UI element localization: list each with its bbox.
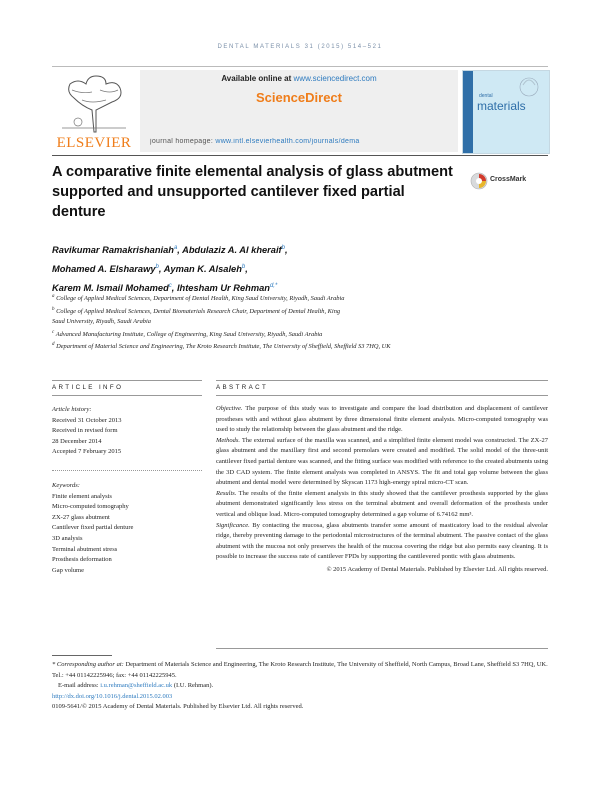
- corresponding-author: [52, 660, 552, 681]
- article-history: [52, 405, 202, 458]
- history-item: Accepted 7 February 2015: [52, 448, 122, 456]
- history-item: Received 31 October 2013: [52, 416, 122, 424]
- affiliation: [52, 305, 342, 328]
- affiliation: [52, 292, 552, 305]
- history-item: 28 December 2014: [52, 437, 102, 445]
- doi-link[interactable]: http://dx.doi.org/10.1016/j.dental.2015.02.003: [52, 692, 173, 700]
- crossmark-badge[interactable]: [470, 172, 550, 192]
- author-name: Ravikumar Ramakrishaniah: [52, 245, 174, 256]
- author-line: Karem M. Ismail Mohamed$^c$, Ihtesham Ur Rehman$^{d,*}$: [52, 283, 278, 294]
- abstract-rule: [216, 380, 548, 381]
- header-bottom-rule: [52, 155, 548, 156]
- keyword: Finite element analysis: [52, 492, 112, 500]
- abstract-label: Significance.: [216, 521, 250, 529]
- crossmark-label: CrossMark: [490, 176, 527, 183]
- available-online: [140, 74, 458, 83]
- abstract-text: The purpose of this study was to investigate and compare the load distribution and displacement of cantilever prostheses with and without glass abutment by three dimensional finite element analysis. Micro-computed tomography was used to study the relationship between the glass abutment and the ridge.: [216, 405, 548, 434]
- article-info-heading: ARTICLE INFO: [52, 384, 124, 391]
- abstract-rule-bottom: [216, 395, 548, 396]
- author-sup[interactable]: d,*: [269, 283, 278, 290]
- abstract-heading: ABSTRACT: [216, 384, 269, 391]
- abstract-text: By contacting the mucosa, glass abutments transfer some amount of masticatory load to the residual alveolar ridge, thereby preventing damage to the periodontal microstructures of the terminal abutment. The passive contact of the glass abutment with the mucosa not only preserves the health of the mucosa covering the ridge but also permits easy cleaning. It is possible to increase the success rate of cantilever FPDs by supporting the cantilevered pontic with glass abutments.: [216, 521, 549, 561]
- affiliation: [52, 340, 432, 353]
- keyword: Prosthesis deformation: [52, 556, 112, 564]
- author-line: Ravikumar Ramakrishaniah$^a$, Abdulaziz A. Al kheraif$^b$,: [52, 245, 288, 256]
- abstract-text: The external surface of the maxilla was scanned, and a simplified finite element model was constructed. The ZX-27 glass abutment and the maxillary first and second premolars were created and modified. The solid model of the three-unit cantilever fixed partial denture was scanned, and the fitting surface was modified with reference to the created abutments using the 3D CAD system. The finite element analysis was completed in ANSYS. The fit and total gap volume between the glass abutment and dental model were determined by Skyscan 1173 high-energy spiral micro-CT scan.: [216, 436, 548, 487]
- affiliation-text: Advanced Manufacturing Institute, College of Engineering, King Saud University, Riyadh, Saudi Arabia: [55, 330, 323, 338]
- author-sup[interactable]: a: [173, 245, 178, 251]
- crossmark-icon: [470, 172, 488, 190]
- affiliation-sup: b: [52, 306, 55, 312]
- history-item: Received in revised form: [52, 427, 118, 435]
- email-link[interactable]: i.u.rehman@sheffield.ac.uk: [100, 682, 173, 690]
- abstract-label: Results.: [216, 489, 237, 497]
- keyword: Cantilever fixed partial denture: [52, 524, 134, 532]
- affiliation-sup: d: [52, 342, 55, 348]
- author-line: Mohamed A. Elsharawy$^b$, Ayman K. Alsaleh$^b$,: [52, 264, 248, 275]
- keyword: Terminal abutment stress: [52, 545, 118, 553]
- email-suffix: (I.U. Rehman).: [173, 682, 214, 690]
- history-label: Article history:: [52, 406, 92, 413]
- abstract-text: The results of the finite element analysis in this study showed that the cantilever prosthesis supported by the glass abutment demonstrated significantly less stress on the terminal abutment and overall deformation of the prosthesis under vertical and oblique load. Micro-computed tomography determined a gap volume of 6.74162 mm³.: [216, 489, 548, 518]
- affiliations: [52, 292, 552, 353]
- sciencedirect-logo: ScienceDirect: [256, 90, 342, 105]
- abstract-paragraph: [216, 489, 548, 521]
- keyword: Micro-computed tomography: [52, 503, 129, 511]
- corresponding-text: Department of Materials Science and Engineering, The Kroto Research Institute, The University of Sheffield, North Campus, Broad Lane, Sheffield S3 7HQ, UK. Tel.: +44 01142225946; fax: +44 01142225945.: [52, 661, 548, 679]
- abstract-copyright: © 2015 Academy of Dental Materials. Published by Elsevier Ltd. All rights reserved.: [326, 565, 548, 573]
- affiliation-text: College of Applied Medical Sciences, Dental Biomaterials Research Chair, Department of Dental Health, King Saud University, Riyadh, Saudi Arabia: [52, 307, 341, 326]
- cover-title: materials: [477, 99, 526, 113]
- author-name: Ihtesham Ur Rehman: [176, 283, 270, 294]
- sciencedirect-link[interactable]: www.sciencedirect.com: [293, 74, 377, 83]
- abstract-paragraph: [216, 404, 548, 436]
- author-name: Ayman K. Alsaleh: [163, 264, 242, 275]
- homepage-label: journal homepage:: [150, 138, 214, 145]
- abstract-label: Objective.: [216, 405, 243, 412]
- author-name: Karem M. Ismail Mohamed: [52, 283, 169, 294]
- affiliation: [52, 328, 552, 341]
- author-sup[interactable]: b: [241, 264, 246, 271]
- keywords: [52, 481, 202, 576]
- author-name: Mohamed A. Elsharawy: [52, 264, 156, 275]
- abstract-end-rule: [216, 648, 548, 649]
- keyword: ZX-27 glass abutment: [52, 513, 110, 521]
- article-info-rule-bottom: [52, 395, 202, 396]
- author-sup[interactable]: b: [155, 264, 159, 271]
- email-line: [52, 681, 552, 692]
- author-name: Abdulaziz A. Al kheraif: [182, 245, 282, 256]
- corresponding-label: * Corresponding author at:: [52, 661, 124, 668]
- footnote-rule: [52, 655, 112, 656]
- footnotes: [52, 660, 552, 713]
- homepage-link[interactable]: www.intl.elsevierhealth.com/journals/dema: [215, 138, 360, 145]
- affiliation-sup: c: [52, 329, 55, 335]
- journal-cover: [462, 70, 550, 154]
- article-info-rule: [52, 380, 202, 381]
- author-sup[interactable]: b: [281, 245, 285, 251]
- journal-reference: DENTAL MATERIALS 31 (2015) 514–521: [217, 44, 383, 50]
- publisher-wordmark: ELSEVIER: [56, 135, 132, 151]
- keyword: 3D analysis: [52, 534, 83, 542]
- author-sup[interactable]: c: [168, 283, 172, 290]
- abstract-body: [216, 404, 548, 576]
- author-list: [52, 240, 552, 297]
- abstract-paragraph: [216, 436, 548, 489]
- affiliation-sup: a: [52, 294, 55, 299]
- issn-line: 0109-5641/© 2015 Academy of Dental Materials. Published by Elsevier Ltd. All rights reserved.: [52, 703, 304, 711]
- article-title: A comparative finite elemental analysis of glass abutment supported and unsupported cantilever fixed partial denture: [52, 164, 453, 220]
- keyword: Gap volume: [52, 566, 84, 574]
- affiliation-text: College of Applied Medical Sciences, Department of Dental Health, King Saud University, Riyadh, Saudi Arabia: [56, 295, 345, 303]
- affiliation-text: Department of Material Science and Engineering, The Kroto Research Institute, The University of Sheffield, Sheffield S3 7HQ, UK: [56, 343, 391, 351]
- header-top-rule: [52, 66, 548, 67]
- abstract-label: Methods.: [216, 436, 241, 444]
- abstract-paragraph: [216, 521, 548, 563]
- journal-homepage: [150, 138, 455, 145]
- keywords-divider: [52, 470, 202, 471]
- keywords-label: Keywords:: [52, 482, 80, 489]
- cover-subtitle: dental: [479, 93, 493, 99]
- email-label: E-mail address:: [58, 682, 99, 690]
- available-prefix: Available online at: [221, 74, 292, 83]
